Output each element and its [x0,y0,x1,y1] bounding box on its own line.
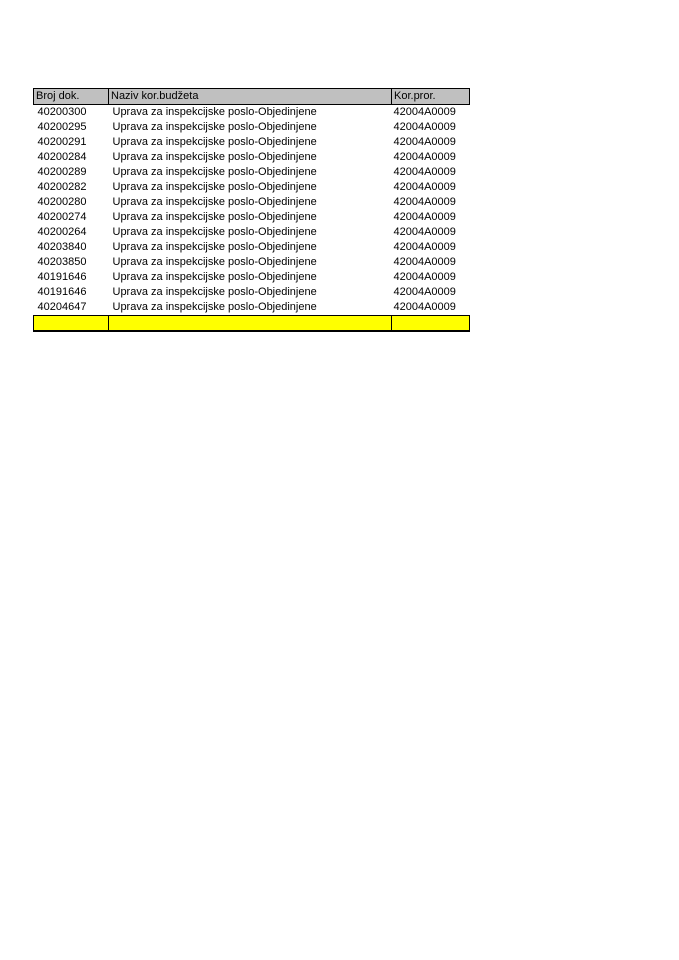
cell-naziv: Uprava za inspekcijske poslo-Objedinjene [112,106,317,118]
cell-broj-dok: 40204647 [37,301,87,313]
cell-kor-pror: 42004A0009 [393,226,456,238]
table-row [34,150,470,165]
cell-broj-dok: 40200280 [37,196,87,208]
cell-kor-pror-empty [392,316,470,332]
table-row [34,120,470,135]
budget-table [33,88,470,332]
cell-naziv: Uprava za inspekcijske poslo-Objedinjene [112,256,317,268]
cell-broj-dok: 40200300 [37,106,87,118]
cell-naziv: Uprava za inspekcijske poslo-Objedinjene [112,121,317,133]
cell-naziv: Uprava za inspekcijske poslo-Objedinjene [112,196,317,208]
cell-naziv: Uprava za inspekcijske poslo-Objedinjene [112,136,317,148]
cell-broj-dok: 40200282 [37,181,87,193]
cell-naziv: Uprava za inspekcijske poslo-Objedinjene [112,211,317,223]
table-row [34,105,470,121]
cell-naziv: Uprava za inspekcijske poslo-Objedinjene [112,241,317,253]
cell-broj-dok: 40200264 [37,226,87,238]
cell-broj-dok-empty [34,316,109,332]
cell-broj-dok: 40203850 [37,256,87,268]
cell-naziv: Uprava za inspekcijske poslo-Objedinjene [112,151,317,163]
header-row [34,89,470,105]
cell-naziv: Uprava za inspekcijske poslo-Objedinjene [112,286,317,298]
cell-naziv-empty [109,316,392,332]
cell-kor-pror: 42004A0009 [393,106,456,118]
table-row [34,225,470,240]
cell-broj-dok: 40200295 [37,121,87,133]
table-row [34,210,470,225]
cell-broj-dok: 40191646 [37,271,87,283]
cell-naziv: Uprava za inspekcijske poslo-Objedinjene [112,166,317,178]
cell-kor-pror: 42004A0009 [393,181,456,193]
cell-naziv: Uprava za inspekcijske poslo-Objedinjene [112,271,317,283]
cell-kor-pror: 42004A0009 [393,241,456,253]
cell-kor-pror: 42004A0009 [393,166,456,178]
cell-kor-pror: 42004A0009 [393,301,456,313]
table-row [34,255,470,270]
cell-naziv: Uprava za inspekcijske poslo-Objedinjene [112,181,317,193]
table-header [34,89,470,105]
highlighted-empty-row [34,316,470,332]
table-body [34,105,470,316]
cell-kor-pror: 42004A0009 [393,151,456,163]
table-row [34,165,470,180]
table-row [34,300,470,316]
cell-broj-dok: 40191646 [37,286,87,298]
cell-naziv: Uprava za inspekcijske poslo-Objedinjene [112,301,317,313]
table-row [34,285,470,300]
cell-kor-pror: 42004A0009 [393,256,456,268]
table-row [34,195,470,210]
table-row [34,240,470,255]
cell-kor-pror: 42004A0009 [393,136,456,148]
cell-broj-dok: 40203840 [37,241,87,253]
table-row [34,270,470,285]
cell-naziv: Uprava za inspekcijske poslo-Objedinjene [112,226,317,238]
header-kor-pror: Kor.pror. [392,89,470,105]
cell-broj-dok: 40200289 [37,166,87,178]
cell-kor-pror: 42004A0009 [393,196,456,208]
cell-kor-pror: 42004A0009 [393,211,456,223]
table-row [34,180,470,195]
cell-kor-pror: 42004A0009 [393,271,456,283]
cell-broj-dok: 40200291 [37,136,87,148]
cell-broj-dok: 40200284 [37,151,87,163]
cell-kor-pror: 42004A0009 [393,121,456,133]
cell-kor-pror: 42004A0009 [393,286,456,298]
header-broj-dok: Broj dok. [34,89,109,105]
header-naziv: Naziv kor.budžeta [109,89,392,105]
cell-broj-dok: 40200274 [37,211,87,223]
table-row [34,135,470,150]
